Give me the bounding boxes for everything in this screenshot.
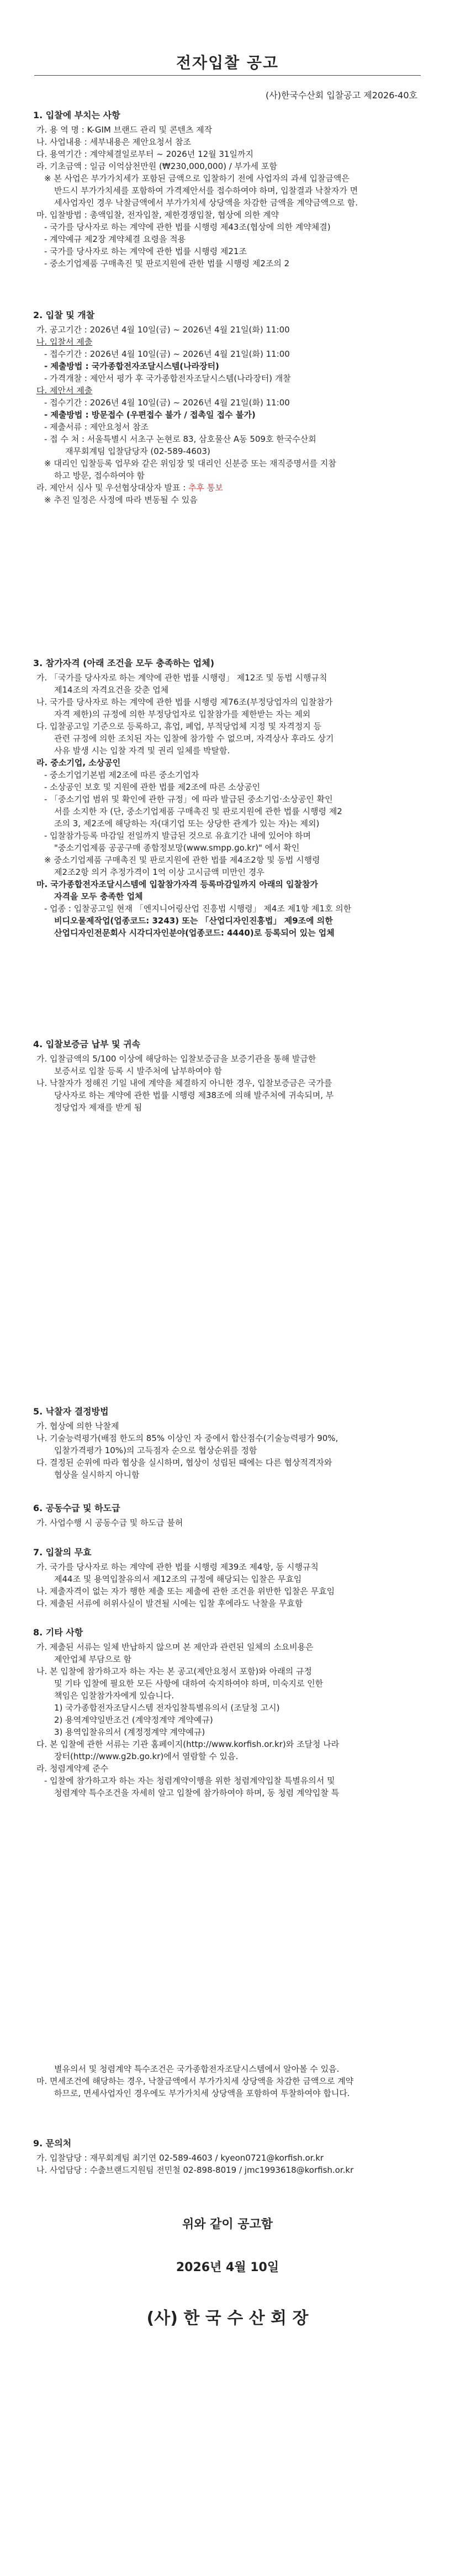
s2-line: - 접 수 처 : 서울특별시 서초구 논현로 83, 삼호물산 A동 509호 한국수산회 xyxy=(44,434,316,444)
s5-line: 입찰가격평가 10%)의 고득점자 순으로 협상순위를 정함 xyxy=(54,1445,257,1455)
s3-line: - 입찰참가등록 마감일 전일까지 발급된 것으로 유효기간 내에 있어야 하며 xyxy=(44,831,311,841)
s8-line: 장터(http://www.g2b.go.kr)에서 열람할 수 있음. xyxy=(54,1751,239,1761)
s2-line: - 제출방법 : 국가종합전자조달시스템(나라장터) xyxy=(44,361,219,371)
s2-ra xyxy=(33,482,422,494)
title-divider xyxy=(34,75,421,76)
s1-line: 마. 입찰방법 : 총액입찰, 전자입찰, 제한경쟁입찰, 협상에 의한 계약 xyxy=(36,210,279,220)
tail-line: 마. 면세조건에 해당하는 경우, 낙찰금액에서 부가가치세 상당액을 차감한 금액으로 계약 xyxy=(36,2076,354,2086)
s3-line: - 소상공인 보호 및 지원에 관한 법률 제2조에 따른 소상공인 xyxy=(44,782,261,792)
s1-line: ※ 본 사업은 부가가치세가 포함된 금액으로 입찰하기 전에 사업자의 과세 입찰금액은 xyxy=(44,173,350,183)
s8-list-item: 3) 용역입찰유의서 (계정정계약 계약예규) xyxy=(54,1727,205,1737)
s2-line: 재무회계팀 입찰담당자 (02-589-4603) xyxy=(65,446,210,456)
s8-list-item: 2) 용역계약일반조건 (계약정계약 계약예규) xyxy=(54,1715,213,1725)
section-8 xyxy=(33,1627,422,1799)
s2-ra-text: 라. 제안서 심사 및 우선협상대상자 발표 : 추후 통보 xyxy=(36,483,223,493)
s3-line: 사유 발생 시는 입찰 자격 및 권리 일체를 박탈함. xyxy=(54,746,230,756)
s3-line: 자격 제한)의 규정에 의한 부정당업자로 입찰참가를 제한받는 자는 제외 xyxy=(54,709,311,719)
s2-line: - 접수기간 : 2026년 4월 10일(금) ~ 2026년 4월 21일(화) 11:00 xyxy=(44,349,290,359)
s5-line: 협상을 실시하지 아니함 xyxy=(54,1470,140,1480)
s3-line: 나. 국가를 당사자로 하는 계약에 관한 법률 시행령 제76조(부정당업자의 입찰참가 xyxy=(36,697,333,707)
s7-line: 가. 국가를 당사자로 하는 계약에 관한 법률 시행령 제39조 제4항, 동 시행규칙 xyxy=(36,1562,319,1572)
section-1 xyxy=(33,109,422,270)
s3-line: 서를 소지한 자 (단, 중소기업제품 구매촉진 및 판로지원에 관한 법률 시행령 제2 xyxy=(54,806,342,816)
s3-line: "중소기업제품 공공구매 종합정보망(www.smpp.go.kr)" 에서 확인 xyxy=(54,843,300,853)
s1-line: 반드시 부가가치세를 포함하여 가격제안서를 접수하여야 하며, 입찰결과 낙찰자가 면 xyxy=(54,186,358,196)
s7-line: 제44조 및 용역입찰유의서 제12조의 규정에 해당되는 입찰은 무효임 xyxy=(54,1574,302,1584)
section-3-heading: 3. 참가자격 (아래 조건을 모두 충족하는 업체) xyxy=(33,658,215,668)
section-7-heading: 7. 입찰의 무효 xyxy=(33,1547,92,1558)
closing-date: 2026년 4월 10일 xyxy=(176,2261,279,2274)
s1-line: - 중소기업제품 구매촉진 및 판로지원에 관한 법률 시행령 제2조의 2 xyxy=(44,258,290,268)
s1-line: 가. 용 역 명 : K-GIM 브랜드 관리 및 콘텐츠 제작 xyxy=(36,125,213,135)
s2-line: - 가격개찰 : 제안서 평가 후 국가종합전자조달시스템(나라장터) 개찰 xyxy=(44,373,291,383)
section-2-heading: 2. 입찰 및 개찰 xyxy=(33,310,95,320)
s8-line: 다. 본 입찰에 관한 서류는 기관 홈페이지(http://www.korfish.or.kr)와 조달청 나라 xyxy=(36,1739,340,1749)
s7-line: 나. 제출자격이 없는 자가 행한 제출 또는 제출에 관한 조건을 위반한 입찰은 무효임 xyxy=(36,1586,335,1596)
s3-line: 조의 3, 제2조에 해당하는 자(대기업 또는 상당한 관계가 있는 자)는 제외) xyxy=(54,819,320,828)
s5-line: 다. 결정된 순위에 따라 협상을 실시하며, 협상이 성립된 때에는 다른 협상적격자와 xyxy=(36,1458,332,1468)
s8-line: 및 기타 입찰에 필요한 모든 사항에 대하여 숙지하여야 하며, 미숙지로 인한 xyxy=(54,1678,324,1688)
s1-line: - 국가를 당사자로 하는 계약에 관한 법률 시행령 제43조(협상에 의한 계약체결) xyxy=(44,222,331,232)
section-6 xyxy=(33,1502,422,1529)
contact-line: 나. 사업담당 : 수출브랜드지원팀 전민철 02-898-8019 / jmc1993618@korfish.or.kr xyxy=(36,2165,354,2175)
s3-line: 산업디자인전문회사 시각디자인분야(업종코드: 4440)로 등록되어 있는 업체 xyxy=(54,928,335,938)
s3-line: 다. 입찰공고일 기준으로 등록하고, 휴업, 폐업, 부적당업체 지정 및 자격정지 등 xyxy=(36,721,321,731)
s1-line: 라. 기초금액 : 일금 이억삼천만원 (₩230,000,000) / 부가세 포함 xyxy=(36,161,277,171)
contact-line: 가. 입찰담당 : 재무회계팀 최기연 02-589-4603 / kyeon0721@korfish.or.kr xyxy=(36,2153,324,2163)
s3-note: 제2조2항 의거 추정가격이 1억 이상 고시금액 미만인 경우 xyxy=(54,867,264,877)
section-8-continued xyxy=(33,2063,422,2099)
s3-line: 제14조의 자격요건을 갖춘 업체 xyxy=(54,685,169,695)
s8-list-item: 1) 국가종합전자조달시스템 전자입찰특별유의서 (조달청 고시) xyxy=(54,1703,280,1713)
s3-line: - 업종 : 입찰공고일 현재 「엔지니어링산업 진흥법 시행령」 제4조 제1항 제1호 의한 xyxy=(44,904,352,914)
s3-note: ※ 중소기업제품 구매촉진 및 판로지원에 관한 법률 제4조2항 및 동법 시행령 xyxy=(44,855,320,865)
s1-line: 세사업자인 경우 낙찰금액에서 부가가치세 상당액을 차감한 금액을 계약금액으로 함. xyxy=(54,198,358,208)
s5-line: 나. 기술능력평가(배점 한도의 85% 이상인 자 중에서 합산점수(기술능력평가 90%, xyxy=(36,1433,338,1443)
s4-line: 정당업자 제재를 받게 됨 xyxy=(54,1102,142,1112)
s3-line: 마. 국가종합전자조달시스템에 입찰참가자격 등록마감일까지 아래의 입찰참가 xyxy=(36,879,318,889)
section-2 xyxy=(33,309,422,506)
section-9-heading: 9. 문의처 xyxy=(33,2138,72,2149)
section-1-heading: 1. 입찰에 부치는 사항 xyxy=(33,110,120,120)
s1-line: - 국가를 당사자로 하는 계약에 관한 법률 시행령 제21조 xyxy=(44,246,247,256)
s8-line: 제안업체 부담으로 함 xyxy=(54,1654,131,1664)
section-5 xyxy=(33,1406,422,1481)
s8-line: 청렴계약 특수조건을 자세히 알고 입찰에 참가하여야 하며, 동 청렴 계약입찰 특 xyxy=(54,1788,340,1798)
s3-line: 자격을 모두 충족한 업체 xyxy=(54,891,143,901)
s4-line: 나. 낙찰자가 정해진 기일 내에 계약을 체결하지 아니한 경우, 입찰보증금은 국가를 xyxy=(36,1078,332,1088)
closing-text: 위와 같이 공고함 xyxy=(182,2218,273,2231)
s3-line: 관련 규정에 의한 조치된 자는 입찰에 참가할 수 없으며, 자격상사 후라도 상기 xyxy=(54,733,334,743)
s1-line: 나. 사업내용 : 세부내용은 제안요청서 참조 xyxy=(36,137,191,147)
section-3 xyxy=(33,657,422,939)
s2-period: 가. 공고기간 : 2026년 4월 10일(금) ~ 2026년 4월 21일(화) 11:00 xyxy=(36,325,290,335)
s8-line: 책임은 입찰참가자에게 있습니다. xyxy=(54,1691,174,1701)
s2-note: 하고 방문, 접수하여야 함 xyxy=(54,471,145,481)
s3-line: 비디오물제작업(업종코드: 3243) 또는 「산업디자인진흥법」 제9조에 의한 xyxy=(54,916,333,926)
s5-line: 가. 협상에 의한 낙찰제 xyxy=(36,1421,119,1431)
section-6-heading: 6. 공동수급 및 하도급 xyxy=(33,1503,120,1513)
s2-proposal-submit-heading: 다. 제안서 제출 xyxy=(36,386,93,395)
s8-integrity-heading: 라. 청렴계약제 준수 xyxy=(36,1764,109,1773)
s4-line: 보증서로 입찰 등록 시 발주처에 납부하여야 함 xyxy=(54,1066,222,1076)
s7-line: 다. 제출된 서류에 허위사실이 발견될 시에는 입찰 후에라도 낙찰을 무효함 xyxy=(36,1598,303,1608)
s4-line: 당사자로 하는 계약에 관한 법률 시행령 제38조에 의해 발주처에 귀속되며, 부 xyxy=(54,1090,334,1100)
s2-line: - 접수기간 : 2026년 4월 10일(금) ~ 2026년 4월 21일(화) 11:00 xyxy=(44,398,290,408)
s3-line: - 「중소기업 범위 및 확인에 관한 규정」에 따라 발급된 중소기업·소상공인 확인 xyxy=(44,794,333,804)
s2-ra-note: ※ 추진 일정은 사정에 따라 변동될 수 있음 xyxy=(44,495,198,505)
section-7 xyxy=(33,1546,422,1609)
s2-ra-highlight: 추후 통보 xyxy=(186,483,223,493)
s8-line: 나. 본 입찰에 참가하고자 하는 자는 본 공고(제안요청서 포함)와 아래의 규정 xyxy=(36,1666,312,1676)
s2-bid-submit-heading: 나. 입찰서 제출 xyxy=(36,337,93,347)
s2-line: - 제출방법 : 방문접수 (우편접수 불가 / 접촉일 접수 불가) xyxy=(44,410,256,420)
s8-line: 가. 제출된 서류는 일체 반납하지 않으며 본 제안과 관련된 일체의 소요비용은 xyxy=(36,1642,314,1652)
section-4-heading: 4. 입찰보증금 납부 및 귀속 xyxy=(33,1039,141,1049)
section-9 xyxy=(33,2137,422,2176)
page-title: 전자입찰 공고 xyxy=(176,54,279,72)
s8-line: - 입찰에 참가하고자 하는 자는 청렴계약이행을 위한 청렴계약입찰 특별유의서 및 xyxy=(44,1776,335,1786)
section-5-heading: 5. 낙찰자 결정방법 xyxy=(33,1406,109,1417)
s3-line: 가. 「국가를 당사자로 하는 계약에 관한 법률 시행령」 제12조 및 동법 시행규칙 xyxy=(36,673,327,683)
s1-line: 다. 용역기간 : 계약체결일로부터 ~ 2026년 12월 31일까지 xyxy=(36,149,253,159)
section-8-heading: 8. 기타 사항 xyxy=(33,1627,83,1638)
tail-line: 하므로, 면세사업자인 경우에도 부가가치세 상당액을 포함하여 투찰하여야 합니다. xyxy=(54,2088,350,2098)
section-4 xyxy=(33,1038,422,1113)
s2-note: ※ 대리인 입찰등록 업무와 같은 위임장 및 대리인 신분증 또는 재직증명서를 지참 xyxy=(44,458,336,468)
s3-line: - 중소기업기본법 제2조에 따른 중소기업자 xyxy=(44,770,199,780)
closing-organization: (사) 한 국 수 산 회 장 xyxy=(146,2309,309,2328)
tail-line: 별유의서 및 청렴계약 특수조건은 국가종합전자조달시스템에서 알아볼 수 있음. xyxy=(54,2064,340,2074)
s4-line: 가. 입찰금액의 5/100 이상에 해당하는 입찰보증금을 보증기관을 통해 발급한 xyxy=(36,1054,316,1064)
s3-sme-heading: 라. 중소기업, 소상공인 xyxy=(36,758,121,768)
s2-line: - 제출서류 : 제안요청서 참조 xyxy=(44,422,149,432)
s6-line: 가. 사업수행 시 공동수급 및 하도급 불허 xyxy=(36,1518,183,1528)
document-number: (사)한국수산회 입찰공고 제2026-40호 xyxy=(266,90,417,101)
s1-line: - 계약예규 제2장 계약체결 요령을 적용 xyxy=(44,234,186,244)
